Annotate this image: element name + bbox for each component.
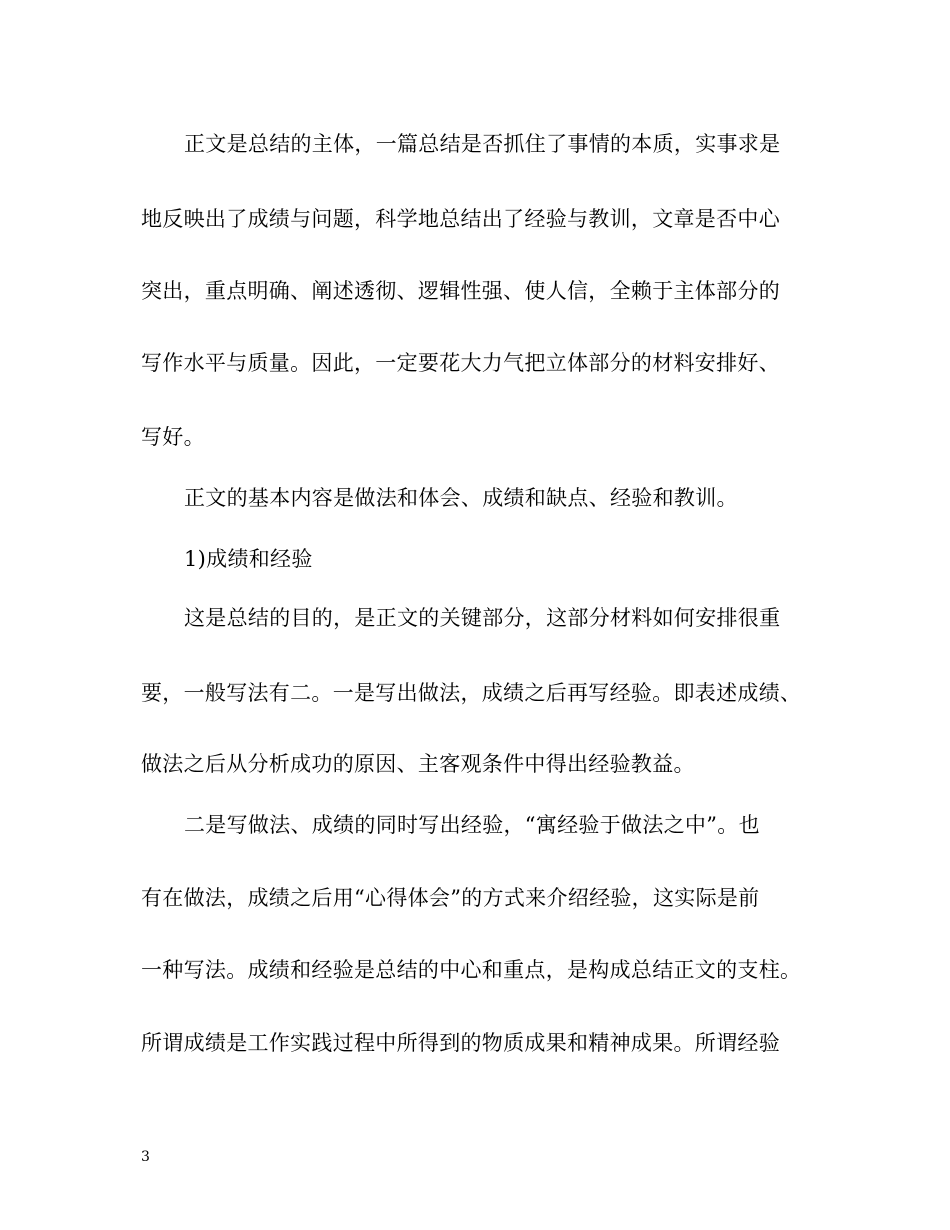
text-line-6: 正文的基本内容是做法和体会、成绩和缺点、经验和教训。 xyxy=(184,486,738,510)
text-line-12: 有在做法，成绩之后用“心得体会”的方式来介绍经验，这实际是前 xyxy=(141,886,760,910)
section-heading: 1)成绩和经验 xyxy=(184,547,313,571)
text-line-14: 所谓成绩是工作实践过程中所得到的物质成果和精神成果。所谓经验 xyxy=(141,1031,780,1055)
text-line-2: 地反映出了成绩与问题，科学地总结出了经验与教训，文章是否中心 xyxy=(141,207,780,231)
text-line-13: 一种写法。成绩和经验是总结的中心和重点，是构成总结正文的支柱。 xyxy=(141,958,802,982)
text-line-11: 二是写做法、成绩的同时写出经验，“寓经验于做法之中”。也 xyxy=(184,813,760,837)
page-number: 3 xyxy=(141,1149,150,1165)
text-line-3: 突出，重点明确、阐述透彻、逻辑性强、使人信，全赖于主体部分的 xyxy=(141,279,780,303)
text-line-1: 正文是总结的主体，一篇总结是否抓住了事情的本质，实事求是 xyxy=(184,132,781,156)
text-line-4: 写作水平与质量。因此，一定要花大力气把立体部分的材料安排好、 xyxy=(141,351,780,375)
text-line-5: 写好。 xyxy=(141,425,205,449)
text-line-10: 做法之后从分析成功的原因、主客观条件中得出经验教益。 xyxy=(141,752,695,776)
text-line-9: 要，一般写法有二。一是写出做法，成绩之后再写经验。即表述成绩、 xyxy=(141,681,802,705)
text-line-8: 这是总结的目的，是正文的关键部分，这部分材料如何安排很重 xyxy=(184,606,781,630)
